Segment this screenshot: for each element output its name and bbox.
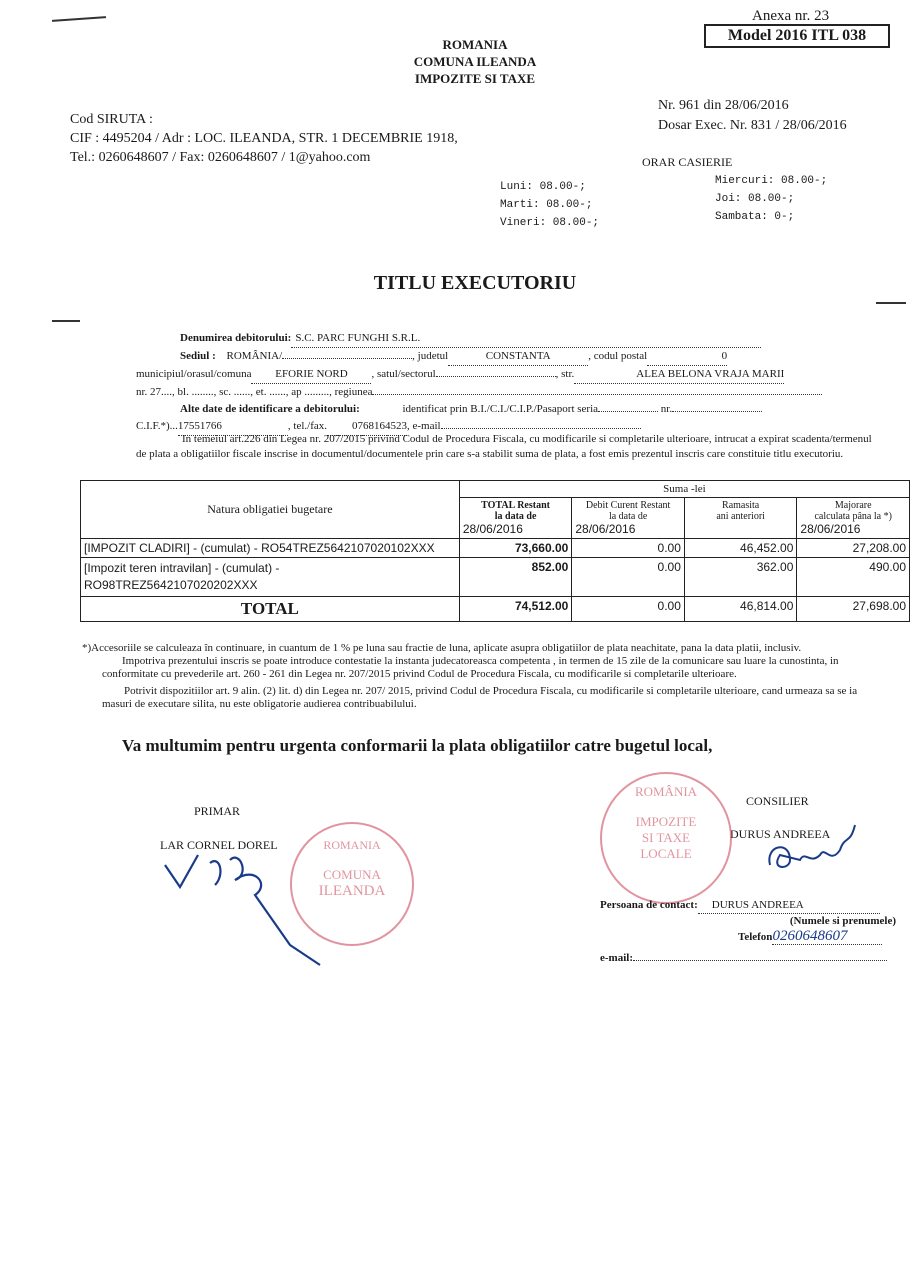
contact-email-label: e-mail: (600, 952, 633, 964)
debtor-block (136, 330, 906, 436)
row-natura: [Impozit teren intravilan] - (cumulat) - RO98TREZ5642107020202XXX (81, 558, 460, 597)
contact-phone-line (600, 929, 896, 945)
contact-tel-label: Telefon (738, 931, 773, 943)
consilier-name: DURUS ANDREEA (730, 827, 831, 841)
orar-marti: Marti: 08.00-; (500, 199, 593, 211)
orar-right (715, 172, 827, 226)
cif-label: C.I.F.*)... (136, 420, 178, 432)
row-natura: [IMPOZIT CLADIRI] - (cumulat) - RO54TREZ5642107020102XXX (81, 539, 460, 558)
cif-address: CIF : 4495204 / Adr : LOC. ILEANDA, STR. 1 DECEMBRIE 1918, (70, 131, 458, 146)
total-label: TOTAL (81, 597, 460, 622)
row-ramasita: 46,452.00 (684, 539, 797, 558)
total-ramasita: 46,814.00 (684, 597, 797, 622)
note-audiere: Potrivit dispozitiilor art. 9 alin. (2) lit. d) din Legea nr. 207/ 2015, privind Codul de Procedura Fiscala, cu modificarile si completarile ulterioare, cand urmeaza sa se ia masuri de executare silita, nu este obligatorie audierea contribuabilului. (102, 685, 858, 710)
consilier-signature (760, 815, 870, 880)
sediu-country: ROMÂNIA/ (226, 350, 283, 362)
row-majorare: 490.00 (797, 558, 910, 597)
orar-miercuri: Miercuri: 08.00-; (715, 175, 828, 187)
orar-sambata: Sambata: 0-; (715, 211, 795, 223)
ident-label: identificat prin B.I./C.I./C.I.P./Pasaport seria (402, 403, 599, 415)
obligations-table (80, 480, 910, 622)
cif-value: 17551766 (178, 418, 288, 436)
debtor-name: S.C. PARC FUNGHI S.R.L. (291, 330, 761, 348)
header-dept: IMPOZITE SI TAXE (414, 71, 536, 86)
row-total: 73,660.00 (459, 539, 572, 558)
header-country: ROMANIA (442, 37, 508, 52)
sediu-label: Sediul : (180, 350, 216, 362)
contact-block (600, 898, 896, 966)
tel-label: , tel./fax. (287, 420, 328, 432)
orar-title: ORAR CASIERIE (642, 155, 733, 169)
debtor-alte-line (136, 401, 906, 418)
legal-text: In temeiul art.226 din Legea nr. 207/2015 privind Codul de Procedura Fiscala, cu modificarile si completarile ulterioare, intrucat a expirat scadenta/termenul de plata a obligatiilor fiscale inscrise in documentul/documentele prin care s-a stabilit suma de plata, a fost emis prezentul inscris care constituie titlu executoriu. (136, 433, 872, 460)
table-row (81, 539, 910, 558)
contact-tel: 0260648607 (772, 929, 882, 945)
sediu-blank (282, 358, 412, 359)
siruta: Cod SIRUTA : (70, 112, 153, 127)
total-total: 74,512.00 (459, 597, 572, 622)
anexa-label: Anexa nr. 23 (752, 8, 830, 24)
scan-mark (876, 302, 906, 304)
contact-email (633, 960, 887, 961)
str-label: , str. (555, 368, 575, 380)
ident-nr-label: nr. (660, 403, 673, 415)
institution-info (70, 110, 458, 167)
thanks-line: Va multumim pentru urgenta conformarii la plata obligatiilor catre bugetul local, (122, 736, 713, 755)
contact-email-line (600, 951, 896, 966)
contact-label: Persoana de contact: (600, 899, 698, 911)
row-debit: 0.00 (572, 539, 685, 558)
orar-vineri: Vineri: 08.00-; (500, 217, 600, 229)
total-majorare: 27,698.00 (797, 597, 910, 622)
contact-person-line (600, 898, 896, 914)
header-commune: COMUNA ILEANDA (413, 54, 537, 69)
debtor-nr-line (136, 384, 906, 401)
contact-phone: Tel.: 0260648607 / Fax: 0260648607 / 1@yahoo.com (70, 150, 371, 165)
orar-luni: Luni: 08.00-; (500, 181, 586, 193)
email-label: , e-mail (407, 420, 441, 432)
document-title: TITLU EXECUTORIU (373, 272, 577, 294)
note-accesorii: *)Accesoriile se calculeaza în continuare, in cuantum de 1 % pe luna sau fractie de luna, aplicate asupra obligatiilor de plata neachitate, pana la data platii, inclusiv. (82, 642, 802, 654)
scan-mark (52, 16, 106, 22)
contact-name: DURUS ANDREEA (698, 898, 880, 914)
cod-label: , codul postal (588, 350, 648, 362)
regiunea-value (372, 394, 822, 395)
notes (82, 642, 892, 711)
ident-serie (598, 411, 658, 412)
total-debit: 0.00 (572, 597, 685, 622)
primar-title: PRIMAR (194, 804, 241, 818)
table-total-row (81, 597, 910, 622)
doc-number: Nr. 961 din 28/06/2016 (658, 98, 789, 113)
str-value: ALEA BELONA VRAJA MARII (574, 366, 784, 384)
debtor-sediu-line (136, 348, 906, 366)
judet-label: , judetul (412, 350, 449, 362)
col-total: TOTAL Restant la data de 28/06/2016 (459, 498, 572, 539)
row-debit: 0.00 (572, 558, 685, 597)
col-suma: Suma -lei (459, 481, 909, 498)
judet-value: CONSTANTA (448, 348, 588, 366)
stamp-left: ROMANIA COMUNA ILEANDA (290, 822, 414, 946)
model-box: Model 2016 ITL 038 (704, 24, 890, 48)
row-ramasita: 362.00 (684, 558, 797, 597)
note-contestatie: Impotriva prezentului inscris se poate introduce contestatie la instanta judecatoreasca competenta , in termen de 15 zile de la comunicare sau luare la cunostinta, in conformitate cu prevederile art. 260 - 261 din Legea nr. 207/2015 privind Codul de Procedura Fiscala, cu modificarile si completarile ulterioare. (102, 655, 839, 680)
primar-name: LAR CORNEL DOREL (160, 838, 278, 852)
header-block (370, 36, 580, 87)
debtor-name-line (136, 330, 906, 348)
orar-joi: Joi: 08.00-; (715, 193, 795, 205)
alte-label: Alte date de identificare a debitorului: (180, 403, 360, 415)
email-value (441, 428, 641, 429)
table-row (81, 558, 910, 597)
sat-value (436, 376, 556, 377)
dosar-number: Dosar Exec. Nr. 831 / 28/06/2016 (658, 118, 847, 133)
contact-sub: (Numele si prenumele) (789, 915, 896, 927)
debtor-name-label: Denumirea debitorului: (180, 332, 292, 344)
col-ramasita: Ramasita ani anteriori (684, 498, 797, 539)
col-majorare: Majorare calculata pâna la *) 28/06/2016 (797, 498, 910, 539)
debtor-mun-line (136, 366, 906, 384)
mun-value: EFORIE NORD (251, 366, 371, 384)
col-natura: Natura obligatiei bugetare (81, 481, 460, 539)
cod-value: 0 (647, 348, 727, 366)
row-majorare: 27,208.00 (797, 539, 910, 558)
tel-value: 0768164523 (327, 418, 407, 436)
stamp-right: ROMÂNIA IMPOZITE SI TAXE LOCALE (600, 772, 732, 904)
nr-line: nr. 27...., bl. ........, sc. ......, et. ......, ap ........., regiunea (136, 386, 373, 398)
scan-mark (52, 320, 80, 322)
mun-label: municipiul/orasul/comuna (136, 368, 252, 380)
consilier-title: CONSILIER (746, 794, 809, 808)
sat-label: , satul/sectorul (371, 368, 436, 380)
table-header-row (81, 481, 910, 498)
reference (658, 96, 847, 136)
orar-left (500, 178, 599, 232)
row-total: 852.00 (459, 558, 572, 597)
col-debit: Debit Curent Restant la data de 28/06/2016 (572, 498, 685, 539)
ident-nr (672, 411, 762, 412)
